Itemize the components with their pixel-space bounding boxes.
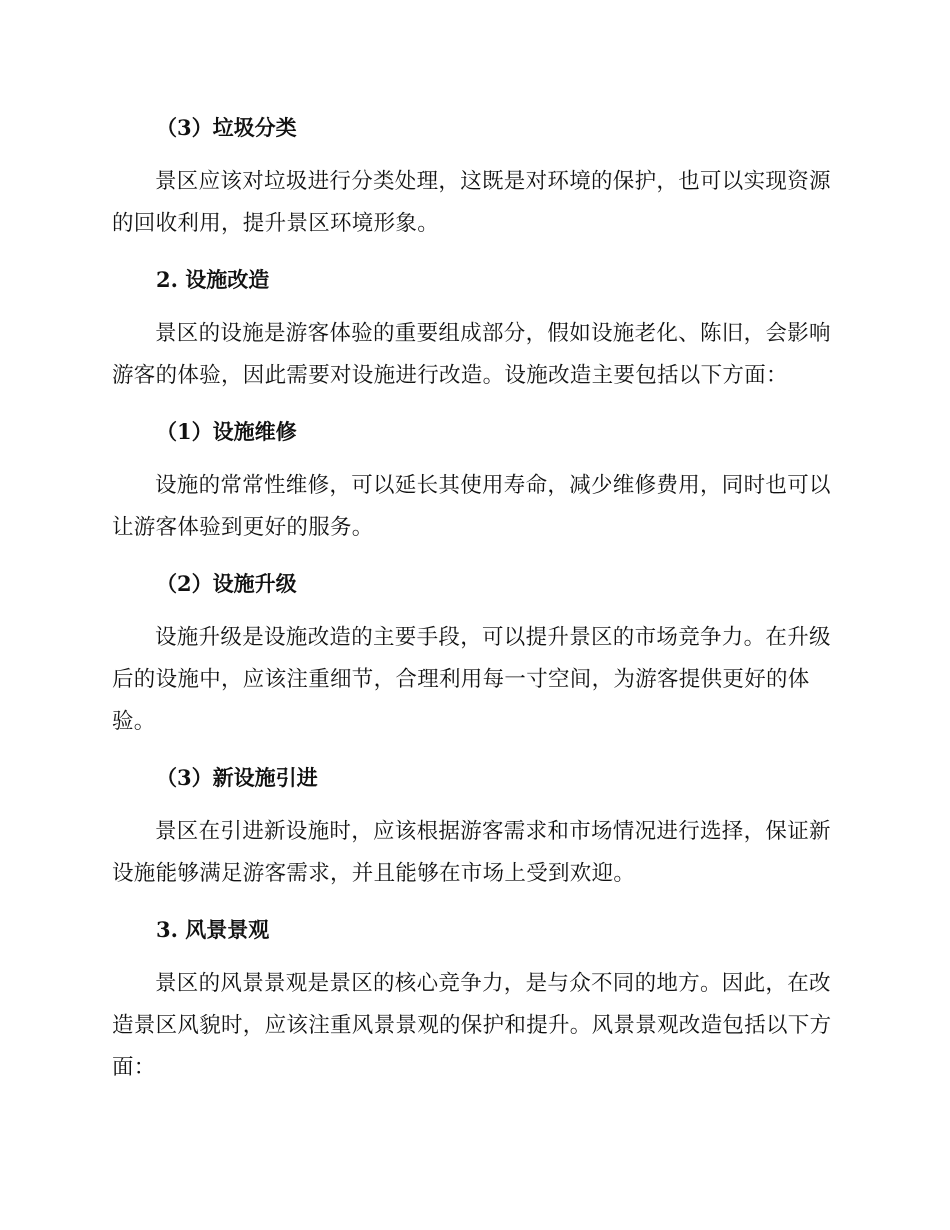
paragraph-facility-upgrade: 设施升级是设施改造的主要手段，可以提升景区的市场竞争力。在升级后的设施中，应该注重细节，合理利用每一寸空间，为游客提供更好的体验。	[112, 625, 831, 734]
subheading-facility-upgrade: （2）设施升级	[156, 571, 297, 596]
subheading-facility-maintenance: （1）设施维修	[156, 419, 297, 444]
heading-facility-renovation: 2. 设施改造	[156, 267, 270, 292]
subheading-new-facility: （3）新设施引进	[156, 765, 318, 790]
paragraph-facility-maintenance: 设施的常常性维修，可以延长其使用寿命，减少维修费用，同时也可以让游客体验到更好的服务。	[112, 473, 831, 540]
heading-scenery: 3. 风景景观	[156, 917, 270, 942]
paragraph-garbage-sorting: 景区应该对垃圾进行分类处理，这既是对环境的保护，也可以实现资源的回收利用，提升景区环境形象。	[112, 169, 831, 236]
paragraph-new-facility: 景区在引进新设施时，应该根据游客需求和市场情况进行选择，保证新设施能够满足游客需求，并且能够在市场上受到欢迎。	[112, 819, 831, 886]
paragraph-scenery: 景区的风景景观是景区的核心竞争力，是与众不同的地方。因此，在改造景区风貌时，应该注重风景景观的保护和提升。风景景观改造包括以下方面：	[112, 971, 832, 1080]
subheading-garbage-sorting: （3）垃圾分类	[156, 115, 297, 140]
paragraph-facility-renovation: 景区的设施是游客体验的重要组成部分，假如设施老化、陈旧，会影响游客的体验，因此需要对设施进行改造。设施改造主要包括以下方面：	[112, 321, 831, 388]
